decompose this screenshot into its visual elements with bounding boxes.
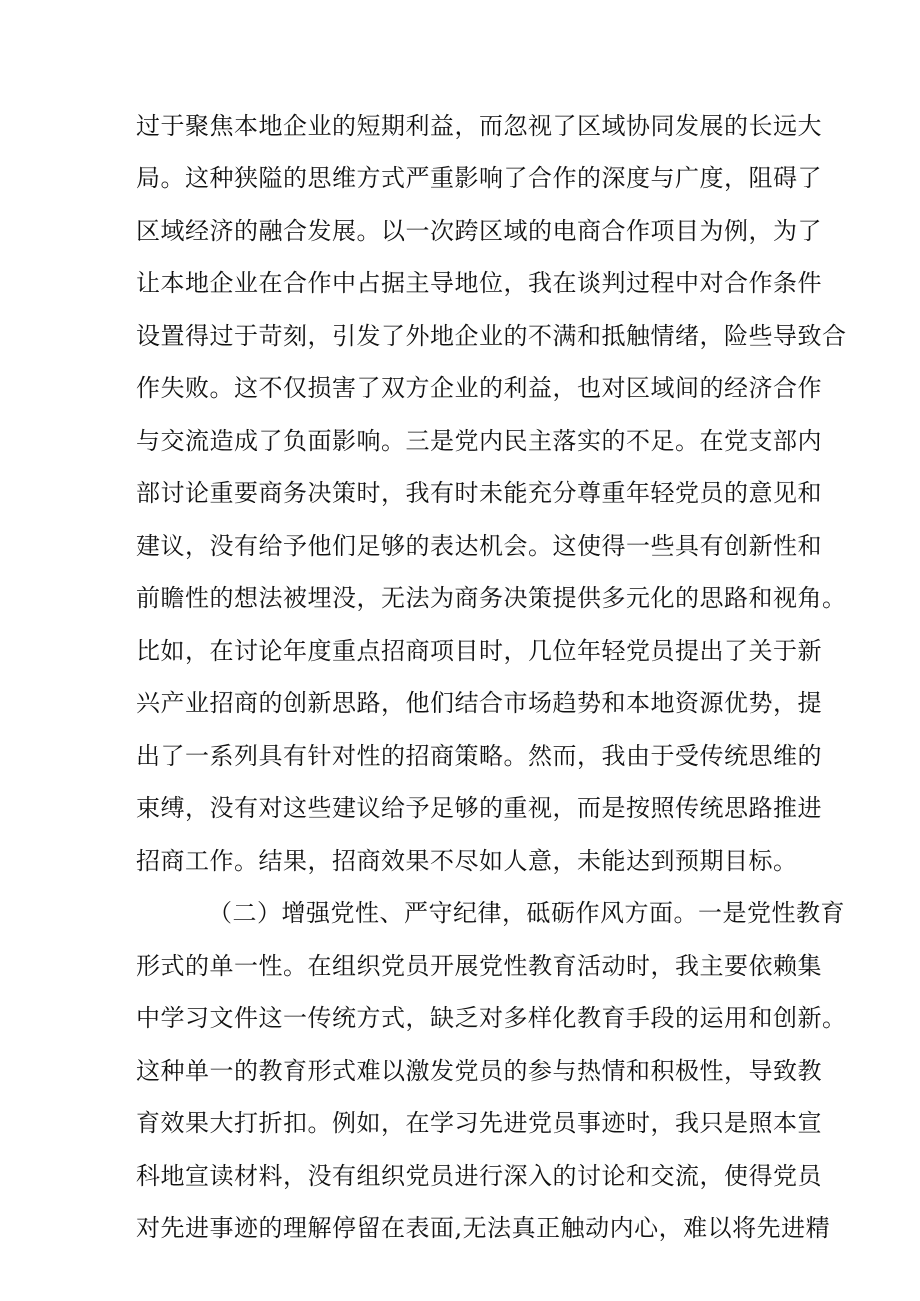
text-line: 出了一系列具有针对性的招商策略。然而，我由于受传统思维的 xyxy=(136,742,822,770)
text-line: 局。这种狭隘的思维方式严重影响了合作的深度与广度，阻碍了 xyxy=(136,164,822,192)
text-line: 招商工作。结果，招商效果不尽如人意，未能达到预期目标。 xyxy=(136,847,798,875)
text-line: 前瞻性的想法被埋没，无法为商务决策提供多元化的思路和视角。 xyxy=(136,584,847,612)
text-line: 对先进事迹的理解停留在表面,无法真正触动内心，难以将先进精 xyxy=(136,1214,831,1242)
text-line: 科地宣读材料，没有组织党员进行深入的讨论和交流，使得党员 xyxy=(136,1162,822,1190)
text-line: 建议，没有给予他们足够的表达机会。这使得一些具有创新性和 xyxy=(136,532,822,560)
section-heading-line: （二）增强党性、严守纪律，砥砺作风方面。一是党性教育 xyxy=(208,899,845,927)
text-line: 束缚，没有对这些建议给予足够的重视，而是按照传统思路推进 xyxy=(136,794,822,822)
text-line: 比如，在讨论年度重点招商项目时，几位年轻党员提出了关于新 xyxy=(136,637,822,665)
text-line: 形式的单一性。在组织党员开展党性教育活动时，我主要依赖集 xyxy=(136,952,822,980)
text-line: 育效果大打折扣。例如，在学习先进党员事迹时，我只是照本宣 xyxy=(136,1109,822,1137)
text-line: 部讨论重要商务决策时，我有时未能充分尊重年轻党员的意见和 xyxy=(136,479,822,507)
text-line: 设置得过于苛刻，引发了外地企业的不满和抵触情绪，险些导致合 xyxy=(136,322,847,350)
text-line: 兴产业招商的创新思路，他们结合市场趋势和本地资源优势，提 xyxy=(136,689,822,717)
text-line: 作失败。这不仅损害了双方企业的利益，也对区域间的经济合作 xyxy=(136,374,822,402)
text-line: 与交流造成了负面影响。三是党内民主落实的不足。在党支部内 xyxy=(136,427,822,455)
text-line: 区域经济的融合发展。以一次跨区域的电商合作项目为例，为了 xyxy=(136,217,822,245)
text-line: 这种单一的教育形式难以激发党员的参与热情和积极性，导致教 xyxy=(136,1057,822,1085)
text-line: 中学习文件这一传统方式，缺乏对多样化教育手段的运用和创新。 xyxy=(136,1004,847,1032)
text-line: 过于聚焦本地企业的短期利益，而忽视了区域协同发展的长远大 xyxy=(136,112,822,140)
text-line: 让本地企业在合作中占据主导地位，我在谈判过程中对合作条件 xyxy=(136,269,822,297)
